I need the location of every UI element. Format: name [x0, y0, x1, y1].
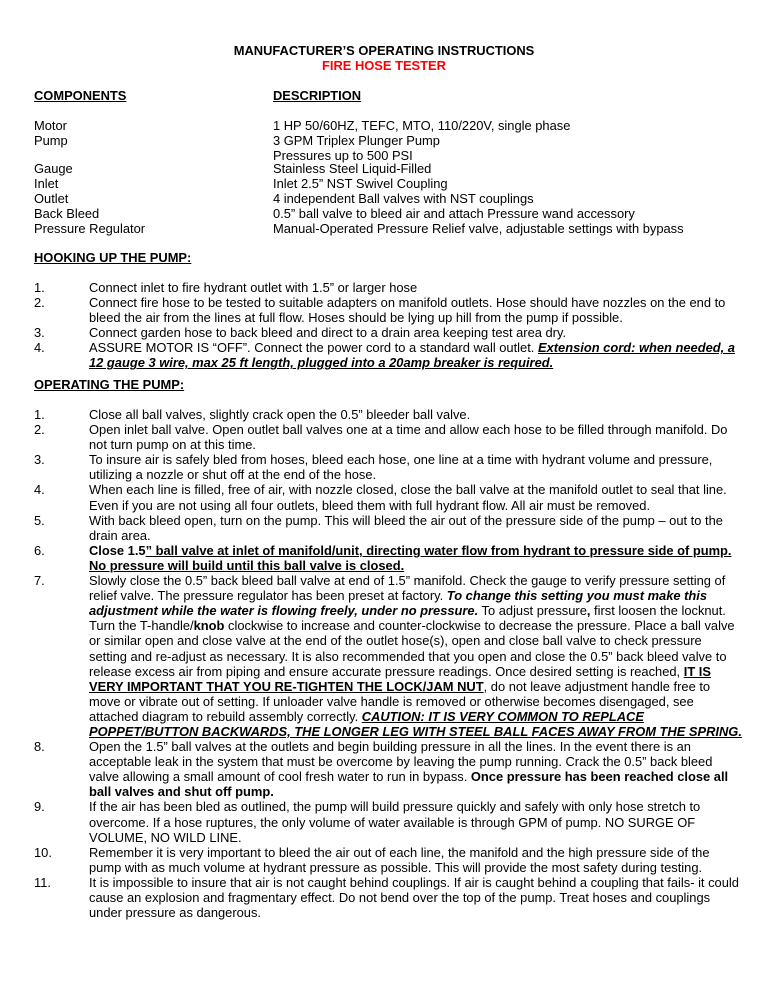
- component-label: Outlet: [34, 191, 69, 207]
- component-description: 1 HP 50/60HZ, TEFC, MTO, 110/220V, single phase: [273, 118, 571, 133]
- component-label: Pump: [34, 133, 68, 149]
- hooking-steps-list: [34, 280, 742, 371]
- component-description: Stainless Steel Liquid-Filled: [273, 161, 432, 176]
- list-item: 3. Connect garden hose to back bleed and direct to a drain area keeping test area dry.: [34, 325, 567, 341]
- component-description: Inlet 2.5” NST Swivel Coupling: [273, 176, 448, 192]
- list-item: 3. To insure air is safely bled from hoses, bleed each hose, one line at a time with hydrant volume and pressure, utilizing a nozzle or shut off at the end of the hose.: [34, 452, 713, 483]
- hooking-heading: HOOKING UP THE PUMP:: [34, 250, 192, 265]
- component-description: Pressures up to 500 PSI: [273, 148, 413, 164]
- component-descriptions-group-2: [273, 161, 684, 236]
- list-item: 2. Open inlet ball valve. Open outlet ball valves one at a time and allow each hose to be filled through manifold. Do not turn pump on at this time.: [34, 422, 728, 453]
- document-subtitle: FIRE HOSE TESTER: [322, 58, 446, 73]
- list-item: 1. Close all ball valves, slightly crack open the 0.5” bleeder ball valve.: [34, 407, 471, 422]
- list-item: 7. Slowly close the 0.5” back bleed ball valve at end of 1.5” manifold. Check the gauge to verify pressure setting of relief valve. The pressure regulator has been preset at factory. To change this setting you must make this adjustment while the water is flowing freely, under no pressure. To adjust pressure, first loosen the locknut. Turn the T-handle/knob clockwise to increase and counter-clockwise to decrease the pressure. Place a ball valve or similar open and close valve at the end of the outlet hose(s), open and close ball valve to check pressure setting and re-adjust as necessary. It is also recommended that you open and close the 0.5” back bleed valve to release excess air from piping and ensure accurate pressure readings. Once desired setting is reached, IT IS VERY IMPORTANT THAT YOU RE-TIGHTEN THE LOCK/JAM NUT, do not leave adjustment handle free to move or vibrate out of setting. If unloader valve handle is removed or otherwise becomes disengaged, see attached diagram to rebuild assembly correctly. CAUTION: IT IS VERY COMMON TO REPLACE POPPET/BUTTON BACKWARDS, THE LONGER LEG WITH STEEL BALL FACES AWAY FROM THE SPRING.: [34, 573, 742, 739]
- component-label: Pressure Regulator: [34, 221, 146, 237]
- component-label: Motor: [34, 118, 67, 133]
- operating-heading: OPERATING THE PUMP:: [34, 377, 185, 392]
- components-heading: COMPONENTS: [34, 88, 127, 103]
- list-item: 6. Close 1.5” ball valve at inlet of manifold/unit, directing water flow from hydrant to pressure side of pump. No pressure will build until this ball valve is closed.: [34, 542, 732, 573]
- component-labels-group-2: [34, 161, 145, 236]
- list-item: 1. Connect inlet to fire hydrant outlet with 1.5” or larger hose: [34, 280, 418, 295]
- operating-steps-list: [34, 407, 742, 920]
- component-labels-group-1: [34, 118, 68, 148]
- document-title: MANUFACTURER’S OPERATING INSTRUCTIONS: [233, 43, 535, 58]
- caution-warning: CAUTION: IT IS VERY COMMON TO REPLACE POPPET/BUTTON BACKWARDS, THE LONGER LEG WITH STEEL BALL FACES AWAY FROM THE SPRING.: [89, 708, 742, 739]
- component-description: Manual-Operated Pressure Relief valve, adjustable settings with bypass: [273, 221, 684, 237]
- list-item: 9. If the air has been bled as outlined, the pump will build pressure quickly and safely with only hose stretch to overcome. If a hose ruptures, the only volume of water available is through GPM of pump. NO SURGE OF VOLUME, NO WILD LINE.: [34, 799, 701, 845]
- component-label: Inlet: [34, 176, 59, 192]
- list-item: 5. With back bleed open, turn on the pump. This will bleed the air out of the pressure side of the pump – out to the drain area.: [34, 512, 723, 543]
- list-item: 2. Connect fire hose to be tested to suitable adapters on manifold outlets. Hose should have nozzles on the end to bleed the air from the lines at full flow. Hoses should be lying up hill from the pump if possible.: [34, 295, 726, 326]
- component-description: 0.5” ball valve to bleed air and attach Pressure wand accessory: [273, 206, 635, 222]
- list-item: 4. ASSURE MOTOR IS “OFF”. Connect the power cord to a standard wall outlet. Extension cord: when needed, a 12 gauge 3 wire, max 25 ft length, plugged into a 20amp breaker is required.: [34, 340, 735, 371]
- description-heading: DESCRIPTION: [273, 88, 362, 103]
- list-item: 4. When each line is filled, free of air, with nozzle closed, close the ball valve at the manifold outlet to seal that line. Even if you are not using all four outlets, bleed them with full hydrant flow. All air must be removed.: [34, 482, 727, 513]
- component-description: 3 GPM Triplex Plunger Pump: [273, 133, 440, 149]
- component-description: 4 independent Ball valves with NST couplings: [273, 191, 534, 207]
- component-label: Gauge: [34, 161, 73, 176]
- list-item: 8. Open the 1.5” ball valves at the outlets and begin building pressure in all the lines. In the event there is an acceptable leak in the system that must be overcome by leaving the pump running. Crack the 0.5” back bleed valve allowing a small amount of cool fresh water to run in bypass. Once pressure has been reached close all ball valves and shut off pump.: [34, 739, 729, 800]
- list-item: 10. Remember it is very important to bleed the air out of each line, the manifold and the high pressure side of the pump with as much volume at hydrant pressure as possible. This will provide the most safety during testing.: [34, 844, 710, 875]
- component-descriptions-group-1: [273, 118, 570, 163]
- list-item: 11. It is impossible to insure that air is not caught behind couplings. If air is caught behind a coupling that fails- it could cause an explosion and fragmentary effect. Do not bend over the top of the pump. Treat hoses and couplings under pressure as dangerous.: [34, 874, 739, 921]
- component-label: Back Bleed: [34, 206, 100, 222]
- extension-cord-warning: Extension cord: when needed, a 12 gauge 3 wire, max 25 ft length, plugged into a 20amp breaker is required.: [89, 340, 735, 371]
